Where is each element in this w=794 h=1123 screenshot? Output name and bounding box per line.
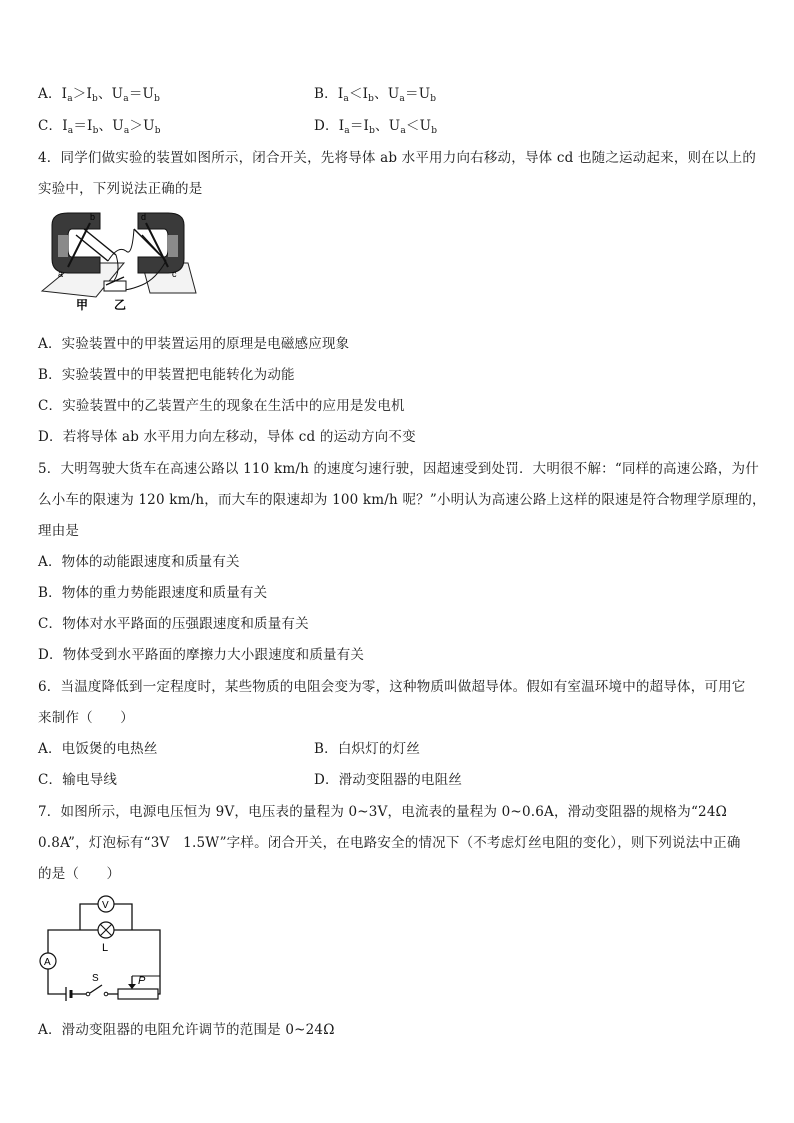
- label-yi: 乙: [114, 298, 127, 312]
- label-b: b: [90, 212, 96, 222]
- lamp-label: L: [102, 942, 109, 954]
- q5-option-c: C．物体对水平路面的压强跟速度和质量有关: [38, 616, 309, 632]
- switch-s: [90, 985, 102, 993]
- q5-option-d: D．物体受到水平路面的摩擦力大小跟速度和质量有关: [38, 647, 365, 663]
- label-d: d: [141, 212, 147, 222]
- voltmeter-label: V: [102, 900, 109, 911]
- q7-option-a: A．滑动变阻器的电阻允许调节的范围是 0~24Ω: [38, 1022, 335, 1038]
- q7-stem-line2: 0.8A”，灯泡标有“3V 1.5W”字样。闭合开关，在电路安全的情况下（不考虑灯丝电阻的变化），则下列说法中正确: [38, 835, 741, 851]
- slider-label: P: [138, 975, 146, 987]
- q6-stem-line1: 6．当温度降低到一定程度时，某些物质的电阻会变为零，这种物质叫做超导体。假如有室温环境中的超导体，可用它: [38, 679, 746, 695]
- q6-option-a: A．电饭煲的电热丝: [38, 741, 158, 757]
- voltmeter-branch-left: [80, 904, 98, 930]
- circuit-loop-left: [48, 968, 66, 994]
- q4-option-c: C．实验装置中的乙装置产生的现象在生活中的应用是发电机: [38, 398, 405, 414]
- voltmeter-branch-right: [114, 904, 132, 930]
- jia-magnet-shade: [58, 235, 68, 257]
- q5-option-a: A．物体的动能跟速度和质量有关: [38, 554, 240, 570]
- q4-figure: [38, 205, 198, 313]
- q6-option-d: D．滑动变阻器的电阻丝: [314, 772, 463, 788]
- q6-stem-line2: 来制作（ ）: [38, 710, 134, 726]
- q3-option-b: B．$I_a<I_b$、$U_a=U_b$: [314, 86, 437, 104]
- q3-option-c: C．$I_a=I_b$、$U_a>U_b$: [38, 118, 161, 136]
- q7-stem-line1: 7．如图所示，电源电压恒为 9V，电压表的量程为 0~3V，电流表的量程为 0~0.6A，滑动变阻器的规格为“24Ω: [38, 804, 728, 820]
- q5-stem-line3: 理由是: [38, 523, 80, 539]
- q4-option-b: B．实验装置中的甲装置把电能转化为动能: [38, 367, 295, 383]
- q5-option-b: B．物体的重力势能跟速度和质量有关: [38, 585, 268, 601]
- label-jia: 甲: [76, 298, 89, 312]
- label-a: a: [58, 269, 64, 279]
- switch-label: S: [92, 973, 99, 984]
- q5-stem-line1: 5．大明驾驶大货车在高速公路以 110 km/h 的速度匀速行驶，因超速受到处罚．大明很不解：“同样的高速公路，为什: [38, 461, 759, 477]
- q3-option-a: A．$I_a>I_b$、$U_a=U_b$: [38, 86, 161, 104]
- q4-stem-line1: 4．同学们做实验的装置如图所示，闭合开关，先将导体 ab 水平用力向右移动，导体 cd 也随之运动起来，则在以上的: [38, 150, 757, 166]
- q6-option-c: C．输电导线: [38, 772, 118, 788]
- q4-option-d: D．若将导体 ab 水平用力向左移动，导体 cd 的运动方向不变: [38, 429, 416, 445]
- q5-stem-line2: 么小车的限速为 120 km/h，而大车的限速却为 100 km/h 呢？”小明认为高速公路上这样的限速是符合物理学原理的，: [38, 492, 766, 508]
- q4-stem-line2: 实验中，下列说法正确的是: [38, 181, 203, 197]
- q7-circuit-figure: [36, 890, 166, 1002]
- ammeter-label: A: [44, 957, 51, 968]
- switch-base: [104, 281, 126, 291]
- q4-option-a: A．实验装置中的甲装置运用的原理是电磁感应现象: [38, 336, 350, 352]
- yi-magnet-shade: [168, 235, 178, 257]
- q3-option-d: D．$I_a=I_b$、$U_a<U_b$: [314, 118, 438, 136]
- rheostat-symbol: [118, 989, 158, 999]
- label-c: c: [172, 269, 177, 279]
- q7-stem-line3: 的是（ ）: [38, 866, 121, 882]
- q6-option-b: B．白炽灯的灯丝: [314, 741, 421, 757]
